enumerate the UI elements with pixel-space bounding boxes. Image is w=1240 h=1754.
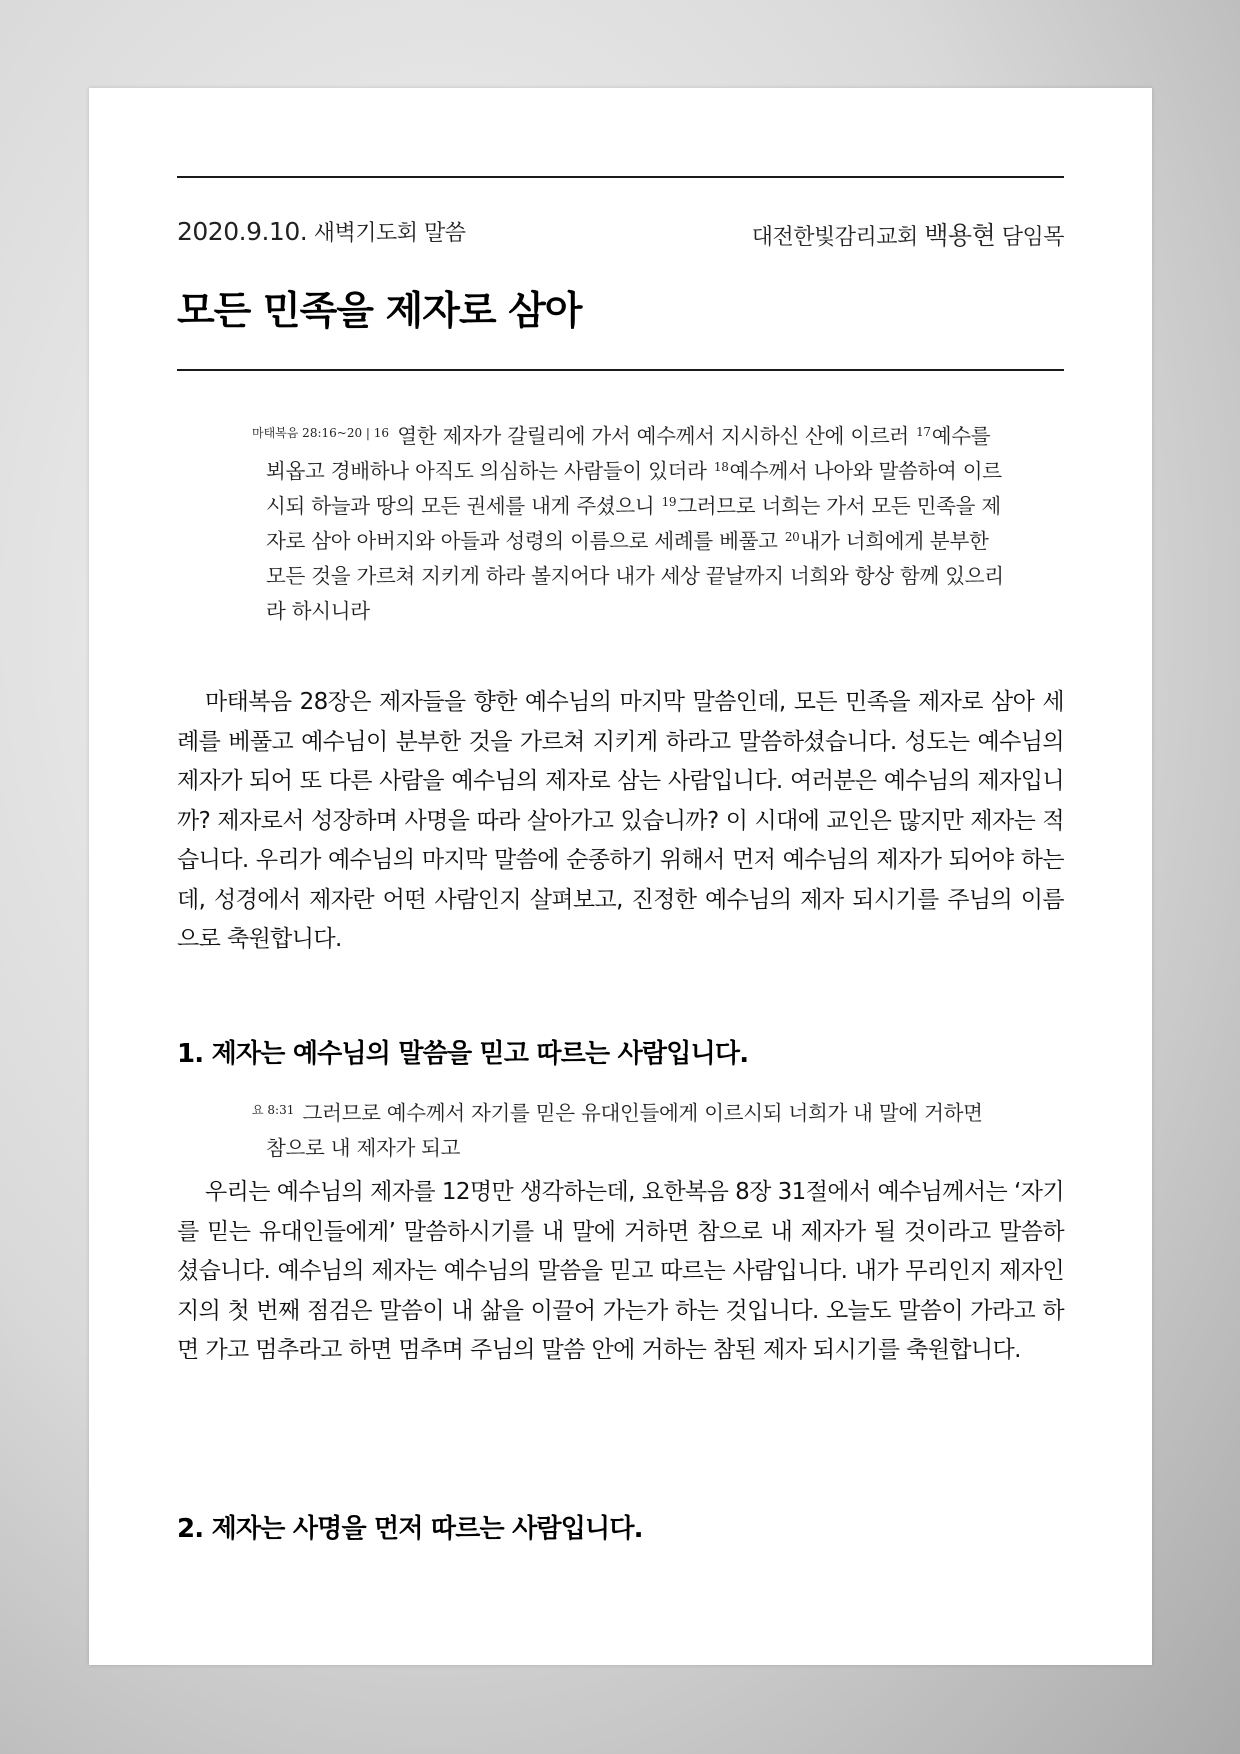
verse-18: 예수께서 나아와 말씀하여 이르시되 하늘과 땅의 모든 권세를 내게 주셨으니	[266, 459, 1002, 518]
sermon-date: 2020.9.10.	[177, 217, 308, 246]
verse-20: 내가 너희에게 분부한 모든 것을 가르쳐 지키게 하라 볼지어다 내가 세상 끝날까지 너희와 항상 함께 있으리라 하시니라	[266, 529, 1004, 623]
verse-19: 그러므로 너희는 가서 모든 민족을 제자로 삼아 아버지와 아들과 성령의 이름으로 세례를 베풀고	[266, 494, 1001, 553]
author-line	[752, 216, 1064, 252]
pastor-title: 담임목	[1001, 225, 1064, 250]
pastor-name: 백용현	[924, 221, 996, 250]
document-page	[89, 88, 1152, 1665]
verse-number: 17	[916, 425, 931, 439]
header-bottom-rule	[177, 369, 1064, 371]
scripture-text: 그러므로 예수께서 자기를 믿은 유대인들에게 이르시되 너희가 내 말에 거하면 참으로 내 제자가 되고	[266, 1101, 983, 1160]
scripture-passage	[252, 416, 1006, 629]
date-line	[177, 216, 465, 247]
verse-number: 19	[661, 495, 677, 509]
section-heading-2: 2. 제자는 사명을 먼저 따르는 사람입니다.	[177, 1514, 643, 1544]
header-meta	[177, 216, 1064, 250]
scripture-reference: 요 8:31	[252, 1103, 295, 1117]
service-name: 새벽기도회 말씀	[313, 221, 466, 246]
section-heading-1: 1. 제자는 예수님의 말씀을 믿고 따르는 사람입니다.	[177, 1039, 749, 1069]
verse-number: 20	[784, 530, 800, 544]
header-top-rule	[177, 176, 1064, 178]
verse-number: 18	[713, 460, 729, 474]
intro-paragraph: 마태복음 28장은 제자들을 향한 예수님의 마지막 말씀인데, 모든 민족을 제자로 삼아 세례를 베풀고 예수님이 분부한 것을 가르쳐 지키게 하라고 말씀하셨습니다. 성도는 예수님의 제자가 되어 또 다른 사람을 예수님의 제자로 삼는 사람입니다. 여러분은 예수님의 제자입니까? 제자로서 성장하며 사명을 따라 살아가고 있습니까? 이 시대에 교인은 많지만 제자는 적습니다. 우리가 예수님의 마지막 말씀에 순종하기 위해서 먼저 예수님의 제자가 되어야 하는데, 성경에서 제자란 어떤 사람인지 살펴보고, 진정한 예수님의 제자 되시기를 주님의 이름으로 축원합니다.	[177, 689, 1064, 952]
verse-16: 열한 제자가 갈릴리에 가서 예수께서 지시하신 산에 이르러	[397, 424, 909, 448]
verse-17: 예수를 뵈옵고 경배하나 아직도 의심하는 사람들이 있더라	[266, 424, 991, 483]
scripture-reference: 마태복음 28:16~20 | 16	[252, 426, 390, 440]
church-name: 대전한빛감리교회	[751, 225, 918, 250]
section-1-paragraph: 우리는 예수님의 제자를 12명만 생각하는데, 요한복음 8장 31절에서 예수님께서는 ‘자기를 믿는 유대인들에게’ 말씀하시기를 내 말에 거하면 참으로 내 제자가 될 것이라고 말씀하셨습니다. 예수님의 제자는 예수님의 말씀을 믿고 따르는 사람입니다. 내가 무리인지 제자인지의 첫 번째 점검은 말씀이 내 삶을 이끌어 가는가 하는 것입니다. 오늘도 말씀이 가라고 하면 가고 멈추라고 하면 멈추며 주님의 말씀 안에 거하는 참된 제자 되시기를 축원합니다.	[177, 1179, 1064, 1363]
section-1-scripture	[252, 1093, 1006, 1166]
page-title: 모든 민족을 제자로 삼아	[177, 289, 582, 334]
